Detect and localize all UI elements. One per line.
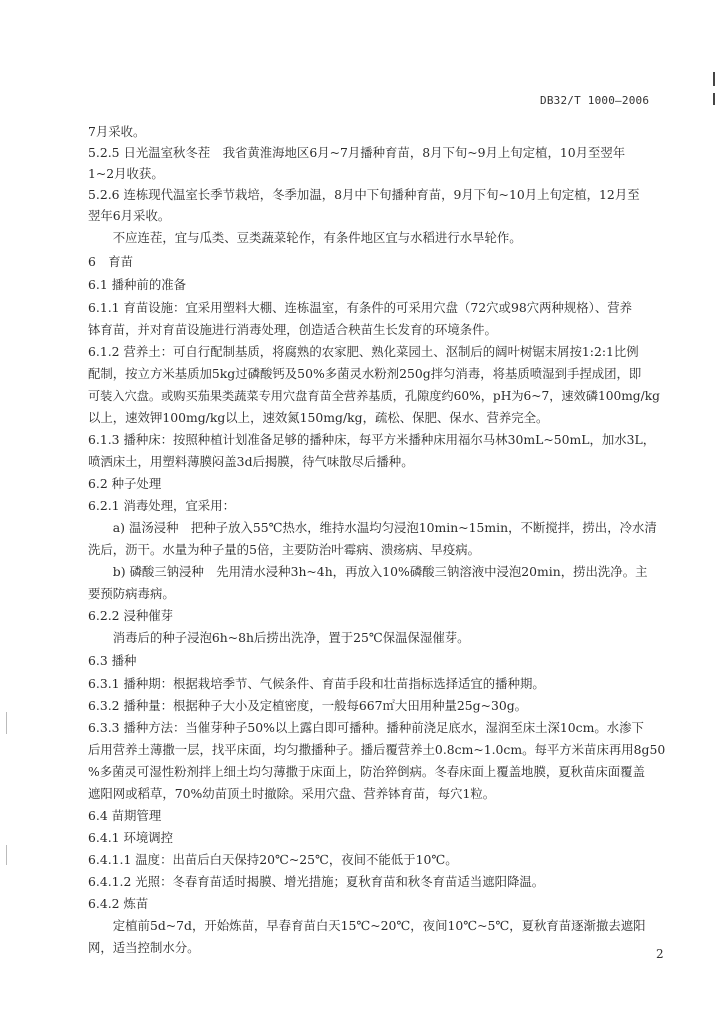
- body-line: 消毒后的种子浸泡6h~8h后捞出洗净，置于25℃保温保湿催芽。: [88, 630, 470, 645]
- body-line: 6.1.3 播种床：按照种植计划准备足够的播种床，每平方米播种床用福尔马林30mL~50mL，加水3L，: [88, 432, 656, 447]
- body-line: 翌年6月采收。: [88, 208, 171, 223]
- body-line: 钵育苗，并对育苗设施进行消毒处理，创造适合秧苗生长发育的环境条件。: [88, 322, 497, 337]
- body-line: 以上，速效钾100mg/kg以上，速效氮150mg/kg，疏松、保肥、保水、营养完全。: [88, 410, 549, 425]
- body-line: 喷洒床土，用塑料薄膜闷盖3d后揭膜，待气味散尽后播种。: [88, 454, 414, 469]
- body-line: 后用营养土薄撒一层，找平床面，均匀撒播种子。播后覆营养土0.8cm~1.0cm。每平方米苗床再用8g50: [88, 742, 666, 757]
- body-line: 配制，按立方米基质加5kg过磷酸钙及50%多菌灵水粉剂250g拌匀消毒，将基质喷湿到手捏成团，即: [88, 366, 642, 381]
- body-line: 6.4.1.2 光照：冬春育苗适时揭膜、增光措施；夏秋育苗和秋冬育苗适当遮阳降温。: [88, 874, 545, 889]
- body-line: 网，适当控制水分。: [88, 940, 200, 955]
- body-line: 5.2.5 日光温室秋冬茬 我省黄淮海地区6月~7月播种育苗，8月下旬~9月上旬定植，10月至翌年: [88, 145, 626, 160]
- body-line: 6.2.1 消毒处理，宜采用：: [88, 498, 235, 513]
- body-line: 7月采收。: [88, 124, 146, 139]
- body-line: b) 磷酸三钠浸种 先用清水浸种3h~4h，再放入10%磷酸三钠溶液中浸泡20min，捞出洗净。主: [88, 564, 648, 579]
- body-line: a) 温汤浸种 把种子放入55℃热水，维持水温均匀浸泡10min~15min，不断搅拌，捞出，冷水清: [88, 520, 657, 535]
- body-line: 6.2.2 浸种催芽: [88, 608, 174, 623]
- body-line: 6.3.2 播种量：根据种子大小及定植密度，一般每667㎡大田用种量25g~30g。: [88, 698, 528, 713]
- body-line: 遮阳网或稻草，70%幼苗顶土时撤除。采用穴盘、营养钵育苗，每穴1粒。: [88, 786, 496, 801]
- scan-margin-mark: [6, 845, 7, 865]
- body-line: 6.4.2 炼苗: [88, 896, 149, 911]
- body-line: 不应连茬，宜与瓜类、豆类蔬菜轮作，有条件地区宜与水稻进行水旱轮作。: [88, 230, 522, 245]
- scan-edge-mark: [713, 72, 715, 86]
- subsection-heading: 6.1 播种前的准备: [88, 277, 186, 292]
- body-line: 可装入穴盘。或购买茄果类蔬菜专用穴盘育苗全营养基质，孔隙度约60%，pH为6~7，速效磷100mg/kg: [88, 389, 660, 403]
- body-line: %多菌灵可湿性粉剂拌上细土均匀薄撒于床面上，防治猝倒病。冬春床面上覆盖地膜，夏秋苗床面覆盖: [88, 764, 645, 779]
- body-line: 6.3.3 播种方法：当催芽种子50%以上露白即可播种。播种前浇足底水，湿润至床土深10cm。水渗下: [88, 720, 644, 735]
- section-heading: 6 育苗: [88, 254, 134, 269]
- page-number: 2: [656, 947, 664, 961]
- subsection-heading: 6.4 苗期管理: [88, 808, 162, 823]
- body-line: 5.2.6 连栋现代温室长季节栽培，冬季加温，8月中下旬播种育苗，9月下旬~10月上旬定植，12月至: [88, 187, 640, 202]
- subsection-heading: 6.3 播种: [88, 653, 137, 668]
- scan-margin-mark: [6, 712, 7, 734]
- subsection-heading: 6.2 种子处理: [88, 476, 162, 491]
- body-line: 定植前5d~7d，开始炼苗，早春育苗白天15℃~20℃，夜间10℃~5℃，夏秋育苗逐渐撤去遮阳: [88, 918, 646, 933]
- body-line: 1~2月收获。: [88, 166, 164, 181]
- body-line: 6.3.1 播种期：根据栽培季节、气候条件、育苗手段和壮苗指标选择适宜的播种期。: [88, 676, 545, 691]
- scan-edge-mark: [713, 93, 715, 105]
- standard-code-header: DB32/T 1000—2006: [540, 94, 650, 107]
- body-line: 6.1.2 营养土：可自行配制基质，将腐熟的农家肥、熟化菜园土、沤制后的阔叶树锯末屑按1:2:1比例: [88, 344, 639, 359]
- body-line: 6.1.1 育苗设施：宜采用塑料大棚、连栋温室，有条件的可采用穴盘（72穴或98穴两种规格）、营养: [88, 300, 633, 315]
- body-line: 要预防病毒病。: [88, 586, 175, 601]
- body-line: 6.4.1 环境调控: [88, 830, 174, 845]
- body-line: 洗后，沥干。水量为种子量的5倍，主要防治叶霉病、溃疡病、早疫病。: [88, 542, 480, 557]
- body-line: 6.4.1.1 温度：出苗后白天保持20℃~25℃，夜间不能低于10℃。: [88, 852, 458, 867]
